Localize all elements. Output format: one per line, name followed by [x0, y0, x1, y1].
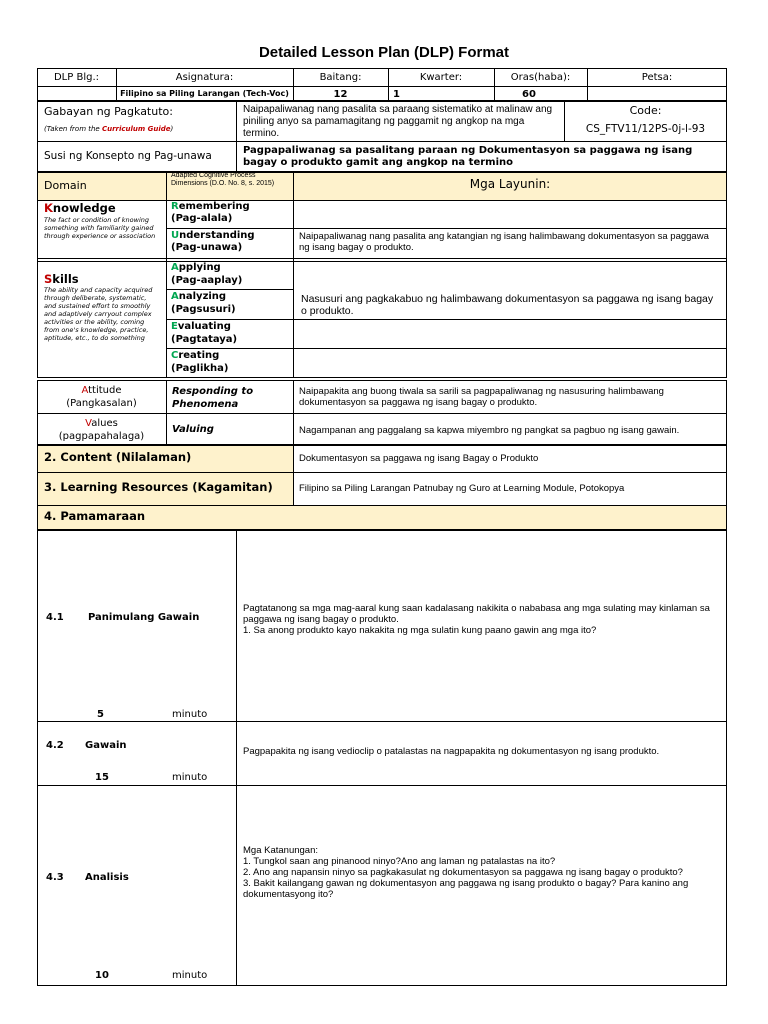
- evaluating-label: Evaluating: [171, 321, 231, 332]
- step-3-line-4: 3. Bakit kailangang gawan ng dokumentasyon ang paggawa ng isang produkto o bagay? Para kanino ang dokumentasyong ito?: [243, 878, 689, 900]
- dlp-number-label: DLP Blg.:: [53, 72, 99, 83]
- attitude-process: Responding to Phenomena: [172, 386, 254, 410]
- values-process: Valuing: [172, 424, 214, 435]
- step-3-line-2: 1. Tungkol saan ang pinanood ninyo?Ano ang laman ng patalastas na ito?: [243, 856, 556, 867]
- analyzing-label: Analyzing: [171, 291, 227, 302]
- knowledge-heading: Knowledge: [44, 201, 116, 215]
- step-1-name: Panimulang Gawain: [88, 612, 200, 623]
- step-1-minutes: 5: [97, 709, 104, 720]
- step-3-line-1: Mga Katanungan:: [243, 845, 319, 856]
- step-3-line-3: 2. Ano ang napansin ninyo sa pagkakasulat ng dokumentasyon sa paggawa ng isang bagay o produkto?: [243, 867, 683, 878]
- domain-label: Domain: [44, 179, 87, 192]
- duration-value: 60: [522, 89, 536, 100]
- values-objective: Nagampanan ang paggalang sa kapwa miyembro ng pangkat sa pagbuo ng isang gawain.: [299, 425, 680, 436]
- understanding-label: Understanding: [171, 230, 255, 241]
- step-3-number: 4.3: [46, 872, 64, 883]
- content-text: Dokumentasyon sa paggawa ng isang Bagay o Produkto: [299, 453, 539, 464]
- acpd-label: Adapted Cognitive Process Dimensions (D.O. No. 8, s. 2015): [171, 172, 275, 187]
- understanding-objective: Naipapaliwanag nang pasalita ang katangian ng isang halimbawang dokumentasyon sa paggawa ng isang bagay o produkto.: [299, 231, 709, 253]
- resources-label: 3. Learning Resources (Kagamitan): [44, 480, 273, 494]
- understanding-sub: (Pag-unawa): [171, 242, 243, 253]
- procedure-label: 4. Pamamaraan: [44, 509, 146, 523]
- step-1-line-1: Pagtatanong sa mga mag-aaral kung saan kadalasang nakikita o nababasa ang mga sulating may kinlaman sa paggawa ng isang bagay o produkto.: [243, 603, 710, 625]
- knowledge-description: The fact or condition of knowing something with familiarity gained through experience or association: [44, 216, 156, 240]
- attitude-sub: (Pangkasalan): [66, 398, 137, 409]
- creating-sub: (Paglikha): [171, 363, 229, 374]
- step-2-number: 4.2: [46, 740, 64, 751]
- code-value: CS_FTV11/12PS-0j-l-93: [585, 123, 706, 135]
- step-2-line-1: Pagpapakita ng isang vedioclip o patalastas na nagpapakita ng dokumentasyon ng isang produkto.: [243, 746, 660, 757]
- guide-text: Naipapaliwanag nang pasalita sa paraang sistematiko at malinaw ang piniling anyo sa pamamagitang ng paggamit ng angkop na mga termino.: [243, 104, 553, 139]
- remembering-sub: (Pag-alala): [171, 213, 233, 224]
- skills-objective: Nasusuri ang pagkakabuo ng halimbawang dokumentasyon sa paggawa ng isang bagay o produkto.: [301, 293, 714, 317]
- applying-label: Applying: [171, 262, 221, 273]
- quarter-label: Kwarter:: [419, 72, 463, 83]
- curriculum-guide-link: Curriculum Guide: [101, 125, 171, 133]
- objectives-label: Mga Layunin:: [469, 177, 551, 191]
- remembering-label: Remembering: [171, 201, 250, 212]
- step-1-number: 4.1: [46, 612, 64, 623]
- procedure-table: [37, 530, 727, 986]
- duration-label: Oras(haba):: [510, 72, 571, 83]
- subject-label: Asignatura:: [175, 72, 234, 83]
- content-label: 2. Content (Nilalaman): [44, 450, 192, 464]
- skills-description: The ability and capacity acquired through deliberate, systematic, and sustained effort to smoothly and adaptively carryout complex activities or the ability, coming from one's knowledge, practice, aptitude, etc., to do something: [44, 286, 153, 342]
- grade-value: 12: [333, 89, 348, 100]
- skills-heading: Skills: [44, 272, 79, 286]
- subject-value: Filipino sa Piling Larangan (Tech-Voc): [120, 89, 289, 98]
- code-label: Code:: [629, 104, 662, 117]
- page-title: Detailed Lesson Plan (DLP) Format: [258, 44, 510, 61]
- attitude-objective: Naipapakita ang buong tiwala sa sarili sa pagpapaliwanag ng nasusuring halimbawang dokumentasyon sa paggawa ng isang bagay o produkto.: [299, 386, 664, 408]
- date-label: Petsa:: [641, 72, 673, 83]
- key-concept-text: Pagpapaliwanag sa pasalitang paraan ng Dokumentasyon sa paggawa ng isang bagay o produkto gamit ang angkop na termino: [243, 145, 693, 168]
- key-concept-label: Susi ng Konsepto ng Pag-unawa: [44, 150, 212, 162]
- step-3-name: Analisis: [85, 872, 129, 883]
- guide-note: (Taken from the Curriculum Guide): [44, 125, 174, 133]
- analyzing-sub: (Pagsusuri): [171, 304, 236, 315]
- applying-sub: (Pag-aaplay): [171, 275, 243, 286]
- quarter-value: 1: [393, 89, 400, 100]
- step-1-unit: minuto: [172, 709, 208, 720]
- grade-label: Baitang:: [319, 72, 362, 83]
- guide-label: Gabayan ng Pagkatuto:: [44, 105, 173, 118]
- evaluating-sub: (Pagtataya): [171, 334, 238, 345]
- step-1-line-2: 1. Sa anong produkto kayo nakakita ng mga sulatin kung paano gawin ang mga ito?: [243, 625, 597, 636]
- step-2-unit: minuto: [172, 772, 208, 783]
- step-3-unit: minuto: [172, 970, 208, 981]
- creating-label: Creating: [171, 350, 220, 361]
- values-sub: (pagpapahalaga): [58, 431, 145, 442]
- resources-text: Filipino sa Piling Larangan Patnubay ng Guro at Learning Module, Potokopya: [299, 483, 625, 494]
- step-2-name: Gawain: [85, 740, 127, 751]
- attitude-label: Attitude: [81, 385, 122, 396]
- values-label: Values: [85, 418, 118, 429]
- step-3-minutes: 10: [95, 970, 109, 981]
- step-2-minutes: 15: [95, 772, 109, 783]
